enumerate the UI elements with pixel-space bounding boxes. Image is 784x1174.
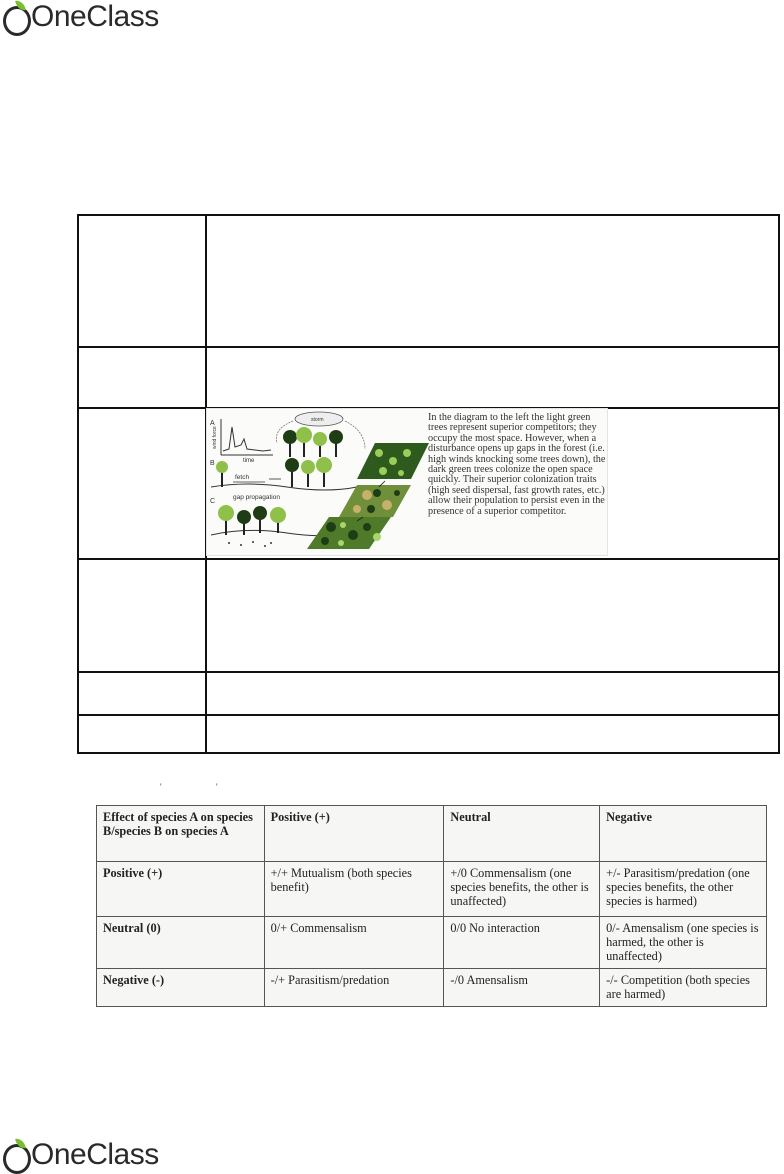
row-header: Positive (+): [97, 862, 265, 917]
x-axis-label: time: [243, 458, 255, 464]
cloud-label: storm: [311, 417, 324, 423]
logo-text: OneClass: [31, 0, 159, 33]
logo-leaf-icon: [2, 0, 32, 34]
table-cell: -/- Competition (both species are harmed): [600, 969, 767, 1007]
row-divider: [79, 558, 778, 560]
table-cell: +/+ Mutualism (both species benefit): [264, 862, 444, 917]
panel-label: A: [210, 420, 215, 427]
logo-leaf-icon: [2, 1138, 32, 1172]
table-row: [97, 969, 767, 1007]
oneclass-logo: [2, 0, 159, 34]
table-row: [97, 917, 767, 969]
header-cell: Effect of species A on species B/species B on species A: [97, 806, 265, 862]
row-divider: [79, 714, 778, 716]
table-row: [97, 862, 767, 917]
row-header: Neutral (0): [97, 917, 265, 969]
y-axis-label: wind force: [212, 426, 218, 449]
species-interactions-table: [96, 805, 767, 1007]
panel-label: C: [210, 498, 216, 505]
table-cell: +/- Parasitism/predation (one species benefits, the other species is harmed): [600, 862, 767, 917]
table-cell: 0/+ Commensalism: [264, 917, 444, 969]
logo-text: OneClass: [31, 1138, 159, 1171]
disturbance-figure: [206, 408, 608, 556]
forest-gap-diagram: [207, 409, 429, 555]
forest-patch: [357, 443, 429, 479]
table-cell: +/0 Commensalism (one species benefits, the other is unaffected): [444, 862, 600, 917]
forest-patch: [307, 517, 391, 549]
table-header-row: [97, 806, 767, 862]
panel-label: B: [210, 460, 215, 467]
fetch-label: fetch: [235, 474, 250, 481]
table-cell: 0/- Amensalism (one species is harmed, the other is unaffected): [600, 917, 767, 969]
row-header: Negative (-): [97, 969, 265, 1007]
row-divider: [79, 346, 778, 348]
header-cell: Neutral: [444, 806, 600, 862]
figure-caption: In the diagram to the left the light green trees represent superior competitors; they occupy the most space. However, when a disturbance opens up gaps in the forest (i.e. high winds knocking some trees down), the dark green trees colonize the open space quickly. Their superior colonization traits (high seed dispersal, fast growth rates, etc.) allow their population to persist even in the presence of a superior competitor.: [428, 412, 606, 517]
oneclass-logo: [2, 1138, 159, 1172]
header-cell: Negative: [600, 806, 767, 862]
forest-patch: [339, 485, 411, 517]
table-cell: 0/0 No interaction: [444, 917, 600, 969]
stray-mark: ': [216, 782, 218, 792]
gap-label: gap propagation: [233, 494, 280, 501]
stray-mark: ': [160, 782, 162, 792]
tree-cluster: [283, 427, 343, 457]
row-divider: [79, 671, 778, 673]
table-cell: -/0 Amensalism: [444, 969, 600, 1007]
header-cell: Positive (+): [264, 806, 444, 862]
table-cell: -/+ Parasitism/predation: [264, 969, 444, 1007]
